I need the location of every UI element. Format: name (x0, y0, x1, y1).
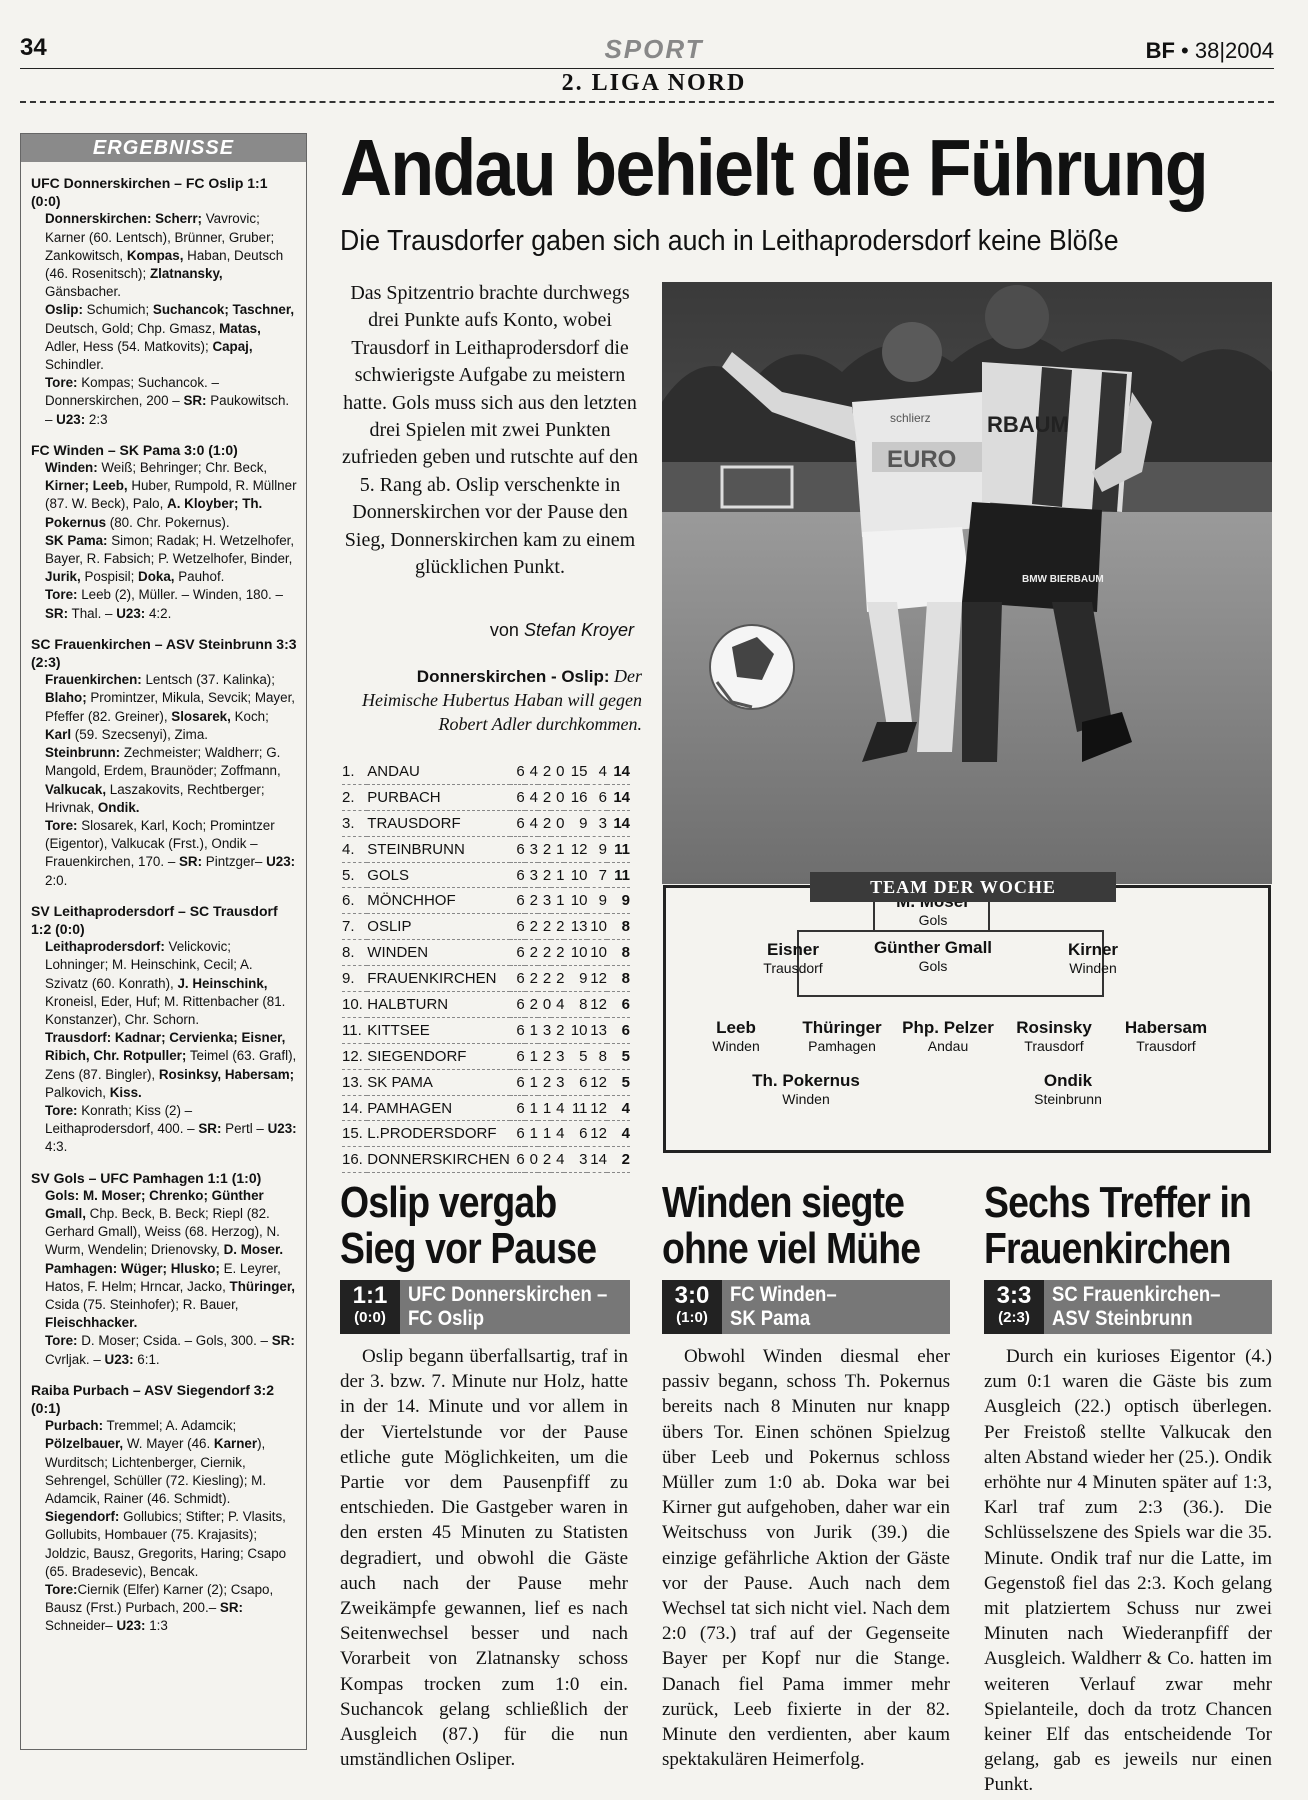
standings-table (342, 759, 630, 1173)
standings-cell: 14 (607, 784, 630, 810)
standings-cell: 14 (607, 810, 630, 836)
publication-name: BF (1145, 38, 1175, 63)
standings-row (342, 810, 630, 836)
standings-cell: 8 (607, 940, 630, 966)
match-detail-line: Trausdorf: Kadnar; Cervienka; Eisner, Ribich, Chr. Rotpuller; Teimel (63. Grafl), Zens (87. Bingler), Rosinksy, Habersam; Palkovich, Kiss. (45, 1030, 297, 1100)
standings-cell: 12 (587, 1121, 607, 1147)
standings-cell: 3 (538, 888, 551, 914)
standings-cell: 6 (564, 1121, 587, 1147)
standings-cell: 6 (510, 836, 525, 862)
standings-cell: 12. (342, 1043, 367, 1069)
standings-row (342, 1095, 630, 1121)
standings-cell: 2 (607, 1147, 630, 1173)
standings-cell: 6 (510, 759, 525, 784)
match-title: FC Winden – SK Pama 3:0 (1:0) (31, 441, 238, 458)
match-title: Raiba Purbach – ASV Siegendorf 3:2 (0:1) (31, 1381, 274, 1416)
match-result (31, 1169, 298, 1369)
sub-headline: Die Trausdorfer gaben sich auch in Leithaprodersdorf keine Blöße (340, 225, 1119, 257)
standings-row (342, 1017, 630, 1043)
team-name: GOLS (367, 862, 510, 888)
story-body-oslip: Oslip begann überfallsartig, traf in der 3. bzw. 7. Minute nur Holz, hatte in der 14. Minute und vor allem in der Viertelstunde vor der Pause etliche gute Möglichkeiten, um die Partie vor dem Pausenpfiff zu entschieden. Die Gastgeber waren in den ersten 45 Minuten zu Statisten degradiert, und obwohl die Gäste auch nach der Pause mehr Zweikämpfe gewannen, lief es nach Seitenwechsel besser und nach Vorarbeit von Zlatnansky schoss Kompas trocken zum 1:0 ein. Suchancok gelang schließlich der Ausgleich (87.) für die nun umständlichen Osliper. (340, 1346, 628, 1771)
caption-text: Der Heimische Hubertus Haban will gegen Robert Adler durchkommen. (362, 666, 642, 734)
standings-cell: 2. (342, 784, 367, 810)
match-title: SV Leithaprodersdorf – SC Trausdorf 1:2 (0:0) (31, 902, 278, 937)
standings-cell: 6 (510, 784, 525, 810)
jersey-sponsor-text: schlierz (890, 411, 931, 425)
standings-cell: 2 (525, 966, 538, 992)
standings-cell: 2 (538, 966, 551, 992)
standings-cell: 14. (342, 1095, 367, 1121)
standings-cell: 8 (564, 992, 587, 1018)
match-detail-line: Tore: Slosarek, Karl, Koch; Promintzer (Eigentor), Valkucak (Frst.), Ondik – Frauenkirchen, 170. – SR: Pintzger– U23: 2:0. (45, 817, 296, 888)
team-of-week-box (663, 885, 1271, 1153)
standings-cell: 6. (342, 888, 367, 914)
match-detail-line: Tore: Kompas; Suchancok. – Donnerskirchen, 200 – SR: Paukowitsch. – U23: 2:3 (45, 375, 290, 427)
standings-cell: 6 (510, 1043, 525, 1069)
article-intro: Das Spitzentrio brachte durchwegs drei Punkte aufs Konto, wobei Trausdorf in Leithaprodersdorf die schwierigste Aufgabe zu meistern hatte. Gols muss sich aus den letzten drei Spielen mit zwei Punkten zufrieden geben und rutschte auf den 5. Rang ab. Oslip verschenkte in Donnerskirchen vor der Pause den Sieg, Donnerskirchen kam zu einem glücklichen Punkt. (342, 282, 638, 579)
standings-row (342, 759, 630, 784)
standings-cell: 3 (587, 810, 607, 836)
caption-label: Donnerskirchen - Oslip: (416, 667, 610, 686)
standings-cell: 6 (510, 940, 525, 966)
match-detail-line: Donnerskirchen: Scherr; Vavrovic; Karner (60. Lentsch), Brünner, Gruber; Zankowitsch, Kompas, Haban, Deutsch (46. Rosenitsch); Zlatnansky, Gänsbacher. (45, 211, 284, 300)
standings-row (342, 966, 630, 992)
match-title: SC Frauenkirchen – ASV Steinbrunn 3:3 (2:3) (31, 635, 297, 671)
score-box: 3:0 (1:0) (662, 1280, 722, 1334)
match-title: SV Gols – UFC Pamhagen 1:1 (1:0) (31, 1169, 262, 1186)
standings-cell: 2 (551, 1017, 564, 1043)
issue-info (1146, 38, 1274, 64)
standings-cell: 2 (538, 1069, 551, 1095)
standings-cell: 10 (564, 888, 587, 914)
standings-cell: 2 (525, 914, 538, 940)
match-detail-line: SK Pama: Simon; Radak; H. Wetzelhofer, Bayer, R. Fabsich; P. Wetzelhofer, Binder, Jurik, Pospisil; Doka, Pauhof. (45, 532, 295, 585)
standings-cell: 14 (607, 759, 630, 784)
standings-cell: 6 (510, 992, 525, 1018)
standings-cell: 3 (551, 1043, 564, 1069)
standings-cell: 10. (342, 992, 367, 1018)
player-11: Ondik Steinbrunn (1034, 1071, 1102, 1107)
standings-cell: 15 (564, 759, 587, 784)
match-detail-line: Pamhagen: Wüger; Hlusko; E. Leyrer, Hatos, F. Helm; Hrncar, Jacko, Thüringer, Csida (75. Steinhofer); R. Bauer, Fleischhacker. (45, 1260, 296, 1331)
photo-caption (338, 664, 642, 736)
team-name: SIEGENDORF (367, 1043, 510, 1069)
jersey-left-text: EURO (887, 446, 957, 473)
standings-cell: 1 (538, 1121, 551, 1147)
scorebar-oslip (340, 1280, 630, 1334)
match-result (31, 441, 298, 623)
standings-cell: 2 (538, 1147, 551, 1173)
section-title: SPORT (604, 34, 704, 64)
match-result (31, 174, 298, 429)
story-winden (662, 1180, 952, 1272)
match-detail-line: Oslip: Schumich; Suchancok; Taschner, Deutsch, Gold; Chp. Gmasz, Matas, Adler, Hess (54. Matkovits); Capaj, Schindler. (45, 302, 295, 373)
standings-cell: 3 (525, 836, 538, 862)
results-heading: ERGEBNISSE (21, 134, 306, 162)
standings-cell: 2 (538, 836, 551, 862)
story-headline-line1: Winden siegte (662, 1178, 905, 1227)
team-name: TRAUSDORF (367, 810, 510, 836)
standings-cell: 2 (538, 1043, 551, 1069)
standings-cell: 16. (342, 1147, 367, 1173)
standings-cell: 6 (607, 1017, 630, 1043)
standings-cell: 12 (587, 966, 607, 992)
issue-divider: | (1219, 38, 1226, 63)
standings-cell: 0 (551, 810, 564, 836)
standings-cell: 4 (607, 1121, 630, 1147)
match-detail-line: Steinbrunn: Zechmeister; Waldherr; G. Mangold, Erdem, Braunöder; Zoffmann, Valkucak, Laszakovits, Rechtberger; Hrivnak, Ondik. (45, 745, 281, 815)
standings-cell: 12 (564, 836, 587, 862)
standings-cell: 8 (607, 966, 630, 992)
standings-cell: 2 (551, 914, 564, 940)
standings-cell: 4 (551, 992, 564, 1018)
standings-cell: 2 (538, 914, 551, 940)
separator: • (1181, 38, 1189, 63)
team-name: PURBACH (367, 784, 510, 810)
standings-cell: 11. (342, 1017, 367, 1043)
standings-cell: 9 (564, 810, 587, 836)
standings-cell: 1 (525, 1017, 538, 1043)
standings-cell: 9 (564, 966, 587, 992)
standings-cell: 2 (525, 992, 538, 1018)
scorebar-frauenkirchen (984, 1280, 1272, 1334)
standings-cell: 13 (587, 1017, 607, 1043)
score-teams: FC Winden– SK Pama (730, 1283, 837, 1330)
standings-cell: 4 (525, 810, 538, 836)
standings-cell: 1 (525, 1069, 538, 1095)
match-detail-line: Winden: Weiß; Behringer; Chr. Beck, Kirner; Leeb, Huber, Rumpold, R. Müllner (87. W. Beck), Palo, A. Kloyber; Th. Pokernus (80. Chr. Pokernus). (45, 460, 297, 530)
story-oslip (340, 1180, 630, 1272)
match-detail-line: Frauenkirchen: Lentsch (37. Kalinka); Blaho; Promintzer, Mikula, Sevcik; Mayer, Pfeffer (82. Greiner), Slosarek, Koch; Karl (59. Szecsenyi), Zima. (45, 672, 296, 742)
standings-row (342, 940, 630, 966)
scorebar-winden (662, 1280, 950, 1334)
standings-cell: 10 (564, 940, 587, 966)
story-headline-line1: Oslip vergab (340, 1178, 557, 1227)
player-6: Thüringer Pamhagen (802, 1018, 882, 1054)
standings-cell: 4 (525, 759, 538, 784)
standings-cell: 8 (587, 1043, 607, 1069)
standings-cell: 7. (342, 914, 367, 940)
standings-cell: 9 (587, 888, 607, 914)
standings-cell: 2 (525, 888, 538, 914)
standings-row (342, 888, 630, 914)
match-title: UFC Donnerskirchen – FC Oslip 1:1 (0:0) (31, 175, 268, 210)
standings-cell: 13 (564, 914, 587, 940)
standings-cell: 14 (587, 1147, 607, 1173)
standings-cell: 6 (510, 1069, 525, 1095)
story-body-winden: Obwohl Winden diesmal eher passiv begann, schoss Th. Pokernus bereits nach 8 Minuten nur knapp übers Tor. Einen schönen Spielzug über Leeb und Pokernus schloss Müller zum 1:0 ab. Doka war bei Kirner gut aufgehoben, daher war ein Weitschuss von Jurik (39.) die einzige gefährliche Aktion der Gäste vor der Pause. Auch nach dem Wechsel tat sich nicht viel. Nach dem 2:0 (73.) traf auf der Gegenseite Bayer per Kopf nur die Stange. Danach fiel Pama immer mehr zurück, Leeb fixierte in der 82. Minute den verdienten, aber kaum spektakulären Heimerfolg. (662, 1346, 950, 1771)
story-frauenkirchen (984, 1180, 1274, 1272)
main-headline: Andau behielt die Führung (340, 123, 1207, 212)
standings-cell: 3 (538, 1017, 551, 1043)
standings-cell: 1 (525, 1095, 538, 1121)
score-box: 1:1 (0:0) (340, 1280, 400, 1334)
standings-cell: 6 (510, 966, 525, 992)
match-detail-line: Purbach: Tremmel; A. Adamcik; Pölzelbauer, W. Mayer (46. Karner), Wurditsch; Lichtenberger, Ciernik, Sehrengel, Schüller (72. Kiesling); M. Adamcik, Rainer (46. Schmidt). (45, 1418, 267, 1507)
match-detail-line: Tore: Konrath; Kiss (2) – Leithaprodersdorf, 400. – SR: Pertl – U23: 4:3. (45, 1102, 297, 1155)
team-name: STEINBRUNN (367, 836, 510, 862)
standings-row (342, 914, 630, 940)
standings-cell: 16 (564, 784, 587, 810)
standings-cell: 4. (342, 836, 367, 862)
standings-cell: 12 (587, 1069, 607, 1095)
standings-cell: 9 (587, 836, 607, 862)
player-8: Rosinsky Trausdorf (1016, 1018, 1092, 1054)
standings-cell: 2 (551, 966, 564, 992)
standings-cell: 12 (587, 1095, 607, 1121)
story-headline-line1: Sechs Treffer in (984, 1178, 1252, 1227)
standings-cell: 0 (538, 992, 551, 1018)
team-name: FRAUENKIRCHEN (367, 966, 510, 992)
football (710, 625, 794, 709)
standings-cell: 1 (538, 1095, 551, 1121)
player-2: Eisner Trausdorf (763, 940, 823, 976)
byline-prefix: von (489, 620, 519, 640)
standings-cell: 2 (538, 862, 551, 888)
player-7: Php. Pelzer Andau (902, 1018, 994, 1054)
standings-cell: 13. (342, 1069, 367, 1095)
standings-cell: 6 (510, 1121, 525, 1147)
team-name: KITTSEE (367, 1017, 510, 1043)
standings-cell: 5 (607, 1043, 630, 1069)
league-title: 2. LIGA NORD (561, 70, 747, 96)
header-rule (20, 68, 1274, 69)
standings-cell: 5 (564, 1043, 587, 1069)
jersey-right-text: RBAUM (987, 412, 1069, 437)
standings-cell: 2 (551, 940, 564, 966)
story-headline-line2: Sieg vor Pause (340, 1224, 597, 1273)
standings-cell: 10 (564, 862, 587, 888)
standings-cell: 4 (551, 1147, 564, 1173)
standings-cell: 2 (525, 940, 538, 966)
standings-cell: 12 (587, 992, 607, 1018)
match-result (31, 902, 298, 1157)
match-detail-line: Tore:Ciernik (Elfer) Karner (2); Csapo, Bausz (Frst.) Purbach, 200.– SR: Schneider– U23: 1:3 (45, 1582, 274, 1634)
standings-cell: 1 (525, 1121, 538, 1147)
standings-cell: 0 (551, 784, 564, 810)
shorts-text: BMW BIERBAUM (1022, 574, 1104, 585)
player-9: Habersam Trausdorf (1124, 1018, 1208, 1054)
standings-cell: 6 (564, 1069, 587, 1095)
standings-cell: 9. (342, 966, 367, 992)
team-name: L.PRODERSDORF (367, 1121, 510, 1147)
match-result (31, 1381, 298, 1636)
team-name: ANDAU (367, 759, 510, 784)
team-name: PAMHAGEN (367, 1095, 510, 1121)
standings-cell: 2 (538, 784, 551, 810)
team-name: OSLIP (367, 914, 510, 940)
standings-cell: 10 (564, 1017, 587, 1043)
standings-cell: 11 (564, 1095, 587, 1121)
story-headline-line2: Frauenkirchen (984, 1224, 1231, 1273)
standings-cell: 10 (587, 940, 607, 966)
standings-cell: 3 (564, 1147, 587, 1173)
team-name: DONNERSKIRCHEN (367, 1147, 510, 1173)
standings-cell: 4 (525, 784, 538, 810)
standings-cell: 4 (551, 1121, 564, 1147)
standings-cell: 1 (551, 836, 564, 862)
standings-cell: 6 (510, 888, 525, 914)
dashed-divider (20, 101, 1274, 103)
player-4: Kirner Winden (1067, 940, 1119, 976)
standings-row (342, 836, 630, 862)
standings-row (342, 862, 630, 888)
score-box: 3:3 (2:3) (984, 1280, 1044, 1334)
issue-number: 38 (1194, 38, 1220, 63)
standings-cell: 11 (607, 836, 630, 862)
team-name: HALBTURN (367, 992, 510, 1018)
byline-author: Stefan Kroyer (523, 620, 634, 640)
standings-cell: 8 (607, 914, 630, 940)
standings-cell: 5. (342, 862, 367, 888)
standings-row (342, 1069, 630, 1095)
standings-cell: 11 (607, 862, 630, 888)
standings-cell: 6 (510, 914, 525, 940)
standings-cell: 3 (551, 1069, 564, 1095)
team-name: MÖNCHHOF (367, 888, 510, 914)
standings-cell: 4 (587, 759, 607, 784)
standings-cell: 7 (587, 862, 607, 888)
byline (338, 620, 634, 641)
standings-cell: 0 (525, 1147, 538, 1173)
standings-cell: 1 (551, 888, 564, 914)
standings-cell: 6 (587, 784, 607, 810)
standings-cell: 2 (538, 759, 551, 784)
standings-cell: 6 (510, 810, 525, 836)
match-detail-line: Tore: Leeb (2), Müller. – Winden, 180. – SR: Thal. – U23: 4:2. (45, 587, 283, 621)
page-number: 34 (20, 34, 47, 61)
issue-year: 2004 (1225, 38, 1274, 63)
standings-cell: 4 (607, 1095, 630, 1121)
score-teams: UFC Donnerskirchen – FC Oslip (408, 1283, 608, 1330)
standings-cell: 1. (342, 759, 367, 784)
standings-cell: 15. (342, 1121, 367, 1147)
standings-row (342, 1043, 630, 1069)
standings-cell: 6 (510, 862, 525, 888)
results-list (31, 174, 298, 1636)
player-10: Th. Pokernus Winden (752, 1071, 860, 1107)
standings-cell: 3. (342, 810, 367, 836)
standings-cell: 4 (551, 1095, 564, 1121)
story-body-frauenkirchen: Durch ein kurioses Eigentor (4.) zum 0:1 waren die Gäste bis zum Ausgleich (22.) optisch überlegen. Per Freistoß stellte Valkucak den alten Abstand wieder her (25.). Ondik erhöhte nur 4 Minuten später auf 1:3, Karl traf zum 2:3 (36.). Die Schlüsselszene des Spiels war die 35. Minute. Ondik traf nur die Latte, im Gegenstoß fiel das 2:3. Koch gelang mit platziertem Schuss nur zwei Minuten nach Wiederanpfiff der Ausgleich. Waldherr & Co. hatten im weiteren Verlauf zwar mehr Spielanteile, doch da trotz Chancen keiner Elf das entscheidende Tor gelang, gab es jeweils nur einen Punkt. (984, 1346, 1272, 1796)
standings-cell: 6 (510, 1095, 525, 1121)
match-detail-line: Tore: D. Moser; Csida. – Gols, 300. – SR: Cvrljak. – U23: 6:1. (45, 1333, 295, 1367)
match-result (31, 635, 298, 890)
team-of-week-heading: TEAM DER WOCHE (810, 872, 1116, 902)
match-detail-line: Leithaprodersdorf: Velickovic; Lohninger; M. Heinschink, Cecil; A. Szivatz (60. Konrath), J. Heinschink, Kroneisl, Eder, Huf; M. Rittenbacher (81. Konstanzer), Chr. Schorn. (45, 939, 286, 1027)
standings-cell: 6 (607, 992, 630, 1018)
standings-cell: 2 (538, 940, 551, 966)
player-3: Günther Gmall Gols (873, 938, 993, 974)
team-name: SK PAMA (367, 1069, 510, 1095)
score-teams: SC Frauenkirchen– ASV Steinbrunn (1052, 1283, 1221, 1330)
standings-row (342, 784, 630, 810)
standings-cell: 6 (510, 1017, 525, 1043)
standings-cell: 10 (587, 914, 607, 940)
standings-cell: 2 (538, 810, 551, 836)
player-1: Gols (918, 912, 948, 928)
match-photo (662, 282, 1272, 884)
standings-cell: 6 (510, 1147, 525, 1173)
standings-row (342, 1121, 630, 1147)
standings-cell: 1 (551, 862, 564, 888)
player-5: Leeb Winden (712, 1018, 760, 1054)
standings-cell: 5 (607, 1069, 630, 1095)
standings-cell: 3 (525, 862, 538, 888)
standings-cell: 0 (551, 759, 564, 784)
standings-row (342, 1147, 630, 1173)
match-detail-line: Gols: M. Moser; Chrenko; Günther Gmall, Chp. Beck, B. Beck; Riepl (82. Gerhard Gmall), Weiss (68. Herzog), N. Wurm, Wendelin; Drienovsky, D. Moser. (45, 1187, 284, 1258)
results-column (20, 133, 307, 1750)
standings-cell: 1 (525, 1043, 538, 1069)
standings-cell: 9 (607, 888, 630, 914)
story-headline-line2: ohne viel Mühe (662, 1224, 921, 1273)
team-name: WINDEN (367, 940, 510, 966)
standings-cell: 8. (342, 940, 367, 966)
standings-row (342, 992, 630, 1018)
match-detail-line: Siegendorf: Gollubics; Stifter; P. Vlasits, Gollubits, Hombauer (75. Krajasits); Joldzic, Bausz, Gregorits, Haring; Csapo (65. Bradesevic), Bencak. (45, 1509, 287, 1579)
